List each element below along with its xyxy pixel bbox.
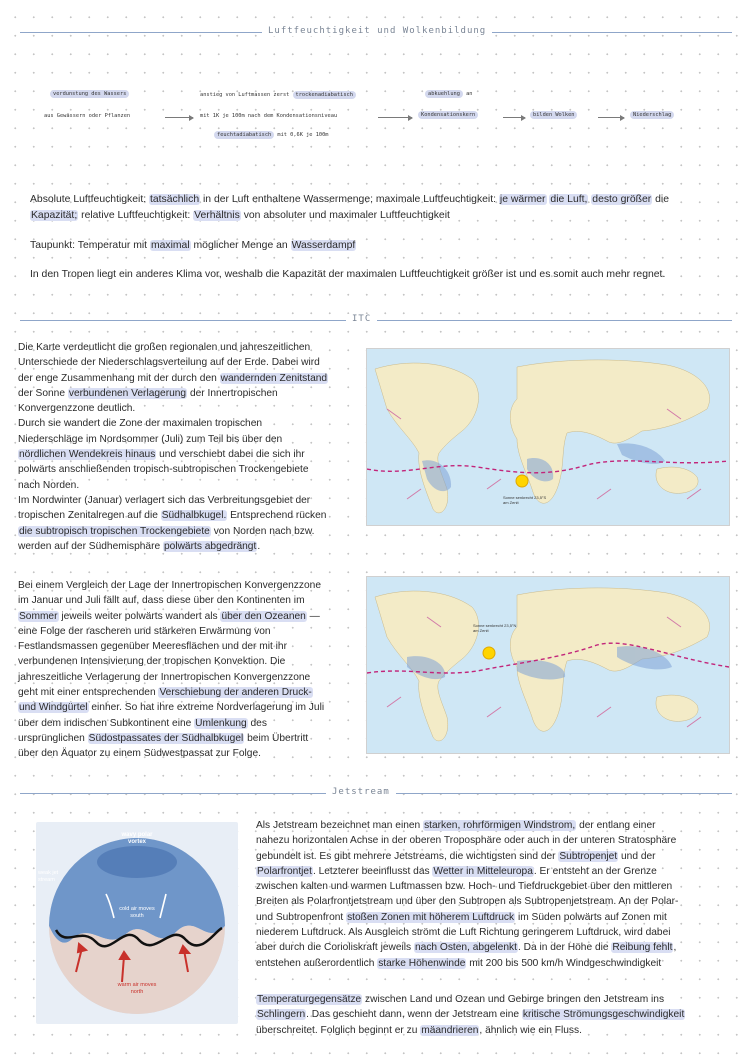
text-line	[18, 539, 358, 554]
text-line	[256, 879, 734, 894]
itc-paragraph-1	[18, 340, 358, 554]
text-line	[18, 416, 358, 431]
text-line	[256, 849, 734, 864]
text-line	[18, 340, 358, 355]
highlighted-text: Verschiebung der anderen Druck-	[159, 687, 312, 699]
highlighted-text: die subtropisch tropischen Trockengebiete	[19, 525, 210, 537]
text-span: und Subtropenfront	[256, 911, 347, 923]
highlighted-text: Subtropenjet	[559, 850, 618, 862]
text-line	[256, 894, 734, 909]
highlighted-text: kritische Strömungsgeschwindigkeit	[522, 1009, 685, 1021]
text-line	[18, 593, 358, 608]
text-span: von Norden nach bzw.	[210, 525, 315, 537]
map2-sun-label: Sonne senkrecht 23,5°N am Zenit	[473, 623, 517, 633]
text-span: Bei einem Vergleich der Lage der Innertropischen Konvergenzzone	[18, 580, 321, 591]
text-line	[18, 746, 358, 761]
highlighted-text: Schlingern	[257, 1009, 306, 1021]
text-span: des	[247, 717, 267, 729]
text-span: Als Jetstream bezeichnet man einen	[256, 820, 424, 831]
text-span: .	[257, 540, 261, 552]
highlighted-text: stoßen Zonen mit höherem Luftdruck	[347, 911, 515, 923]
text-line	[256, 833, 734, 848]
text-line	[18, 447, 358, 462]
highlighted-text: starken, rohrförmigen Windstrom,	[424, 820, 576, 831]
map1-sun-label: Sonne senkrecht 23,5°S am Zenit	[503, 495, 547, 505]
precipitation-map-july	[366, 576, 730, 754]
text-span: Die Karte verdeutlicht die großen regionalen und jahreszeitlichen	[18, 342, 311, 353]
text-span: Festlandsmassen gegenüber Meeresflächen und der mit ihr	[18, 641, 287, 653]
text-line	[18, 478, 358, 493]
text-line	[256, 910, 734, 925]
text-span: geht mit einer entsprechenden	[18, 687, 159, 699]
flow-clouds: bilden Wolken	[530, 112, 577, 118]
highlighted-text: Wetter in Mitteleuropa	[433, 865, 533, 877]
flow-nucleus: Kondensationskern	[418, 112, 478, 118]
text-span: mit 200 bis 500 km/h Windgeschwindigkeit	[466, 957, 662, 969]
text-span: einher. So hat ihre extreme Nordverlagerung im Juli	[88, 702, 325, 714]
section-title-humidity: Luftfeuchtigkeit und Wolkenbildung	[262, 26, 492, 36]
text-span: entstehen außerordentlich	[256, 957, 378, 969]
flow-evaporation: verdunstung des Wassers	[50, 91, 129, 97]
flow-ascent: anstieg von Luftmassen zerst trockenadiabatisch	[200, 92, 356, 98]
flow-moist-adiabatic: feuchtadiabatisch mit 0,6K je 100m	[214, 132, 328, 138]
text-span: beim Übertritt	[244, 732, 309, 744]
tropics-note: In den Tropen liegt ein anderes Klima vor, weshalb die Kapazität der maximalen Luftfeuchtigkeit größer ist und es somit auch mehr regnet.	[30, 269, 666, 280]
precipitation-map-january	[366, 348, 730, 526]
text-span: über dem indischen Subkontinent eine	[18, 717, 195, 729]
text-line	[18, 355, 358, 370]
text-span: im Süden polwärts auf Zonen mit	[515, 911, 667, 923]
text-line	[18, 670, 358, 685]
text-span: Konvergenzzone deutlich.	[18, 403, 136, 415]
text-span: werden auf der Südhemisphäre	[18, 540, 163, 552]
text-line	[256, 992, 734, 1007]
flow-cooling: abkuehlung an	[425, 91, 472, 97]
text-line	[18, 401, 358, 416]
definition-dewpoint: Taupunkt: Temperatur mit maximal möglicher Menge an Wasserdampf	[30, 240, 356, 251]
text-span: ,	[673, 942, 677, 954]
label-wavy-polar-vortex: wavy polar vortex	[121, 832, 153, 845]
text-line	[18, 524, 358, 539]
text-span: und verschiebt dabei die sich ihr	[156, 449, 305, 461]
section-title-jetstream: Jetstream	[326, 787, 396, 797]
flow-arrow	[598, 117, 624, 118]
highlighted-text: Südostpassates der Südhalbkugel	[88, 732, 244, 744]
text-line	[256, 864, 734, 879]
text-span: Durch sie wandert die Zone der maximalen tropischen	[18, 418, 263, 430]
text-span: jahreszeitliche Verlagerung der Innertropischen Konvergenzzone	[18, 671, 311, 683]
text-span: über den Äquator zu einem Südwestpassat zur Folge.	[18, 748, 261, 760]
flow-arrow	[378, 117, 412, 118]
text-span: verbundenen Intensivierung der tropischen Konvektion. Die	[18, 656, 286, 668]
text-span: nach Norden.	[18, 479, 80, 491]
text-span: aber durch die Corioliskraft jeweils	[256, 942, 414, 954]
text-line	[18, 716, 358, 731]
text-span: . Er entsteht an der Grenze	[533, 865, 657, 877]
text-line	[18, 371, 358, 386]
text-span: jeweils weiter polwärts wandert als	[58, 610, 221, 622]
itc-paragraph-2	[18, 578, 358, 762]
text-span: polwärts anschließenden tropisch-subtropischen Trockengebiete	[18, 464, 309, 476]
text-span: . Letzterer beeinflusst das	[312, 865, 433, 877]
highlighted-text: und Windgürtel	[19, 702, 88, 714]
text-span: der entlang einer	[576, 820, 656, 831]
text-span: , ähnlich wie ein Fluss.	[479, 1024, 582, 1036]
text-span: zwischen Land und Ozean und Gebirge bringen den Jetstream ins	[362, 994, 665, 1005]
text-line	[256, 956, 734, 971]
text-span: der Innertropischen	[187, 387, 278, 399]
section-title-itc: ITC	[346, 314, 377, 324]
highlighted-text: über den Ozeanen	[221, 610, 306, 622]
text-span: gebundelt ist. Es gibt mehrere Jetstreams, die wichtigsten sind der	[256, 850, 559, 862]
text-span: niederem Luftdruck. Als Ausgleich strömt die Luft Richtung geringerem Luftdruck, wird dabei	[256, 927, 671, 939]
text-span: Entsprechend rücken	[227, 510, 327, 522]
text-line	[256, 940, 734, 955]
text-span: tropischen Zenitalregen auf die	[18, 510, 161, 522]
flow-arrow	[165, 117, 193, 118]
jetstream-paragraph-2	[256, 992, 734, 1038]
highlighted-text: verbundenen Verlagerung	[68, 387, 187, 399]
text-line	[18, 639, 358, 654]
highlighted-text: nördlichen Wendekreis hinaus	[19, 449, 156, 461]
highlighted-text: polwärts abgedrängt	[163, 540, 257, 552]
text-line	[18, 624, 358, 639]
text-span: Breiten als Polarfrontjetstream und über den Subtropen als Subtropenjetstream. An der Polar-	[256, 896, 679, 908]
text-line	[18, 731, 358, 746]
highlighted-text: wandernden Zenitstand	[220, 372, 328, 384]
highlighted-text: Reibung fehlt	[612, 942, 673, 954]
label-warm-air: warm air moves north	[117, 982, 157, 995]
highlighted-text: Sommer	[19, 610, 58, 622]
text-line	[256, 925, 734, 940]
text-span: . Das geschieht dann, wenn der Jetstream eine	[306, 1009, 522, 1021]
text-span: Unterschiede der Niederschlagsverteilung auf der Erde. Dabei wird	[18, 357, 320, 369]
highlighted-text: Südhalbkugel.	[161, 510, 227, 522]
text-span: eine Folge der rascheren und stärkeren Erwärmung von	[18, 625, 271, 637]
text-span: überschreitet. Folglich beginnt er zu	[256, 1024, 421, 1036]
text-line	[256, 1007, 734, 1022]
text-line	[18, 462, 358, 477]
text-line	[18, 685, 358, 700]
jetstream-paragraph-1	[256, 818, 734, 971]
text-span: der Sonne	[18, 387, 68, 399]
highlighted-text: nach Osten, abgelenkt	[414, 942, 517, 954]
text-span: Im Nordwinter (Januar) verlagert sich das Verbreitungsgebiet der	[18, 494, 311, 506]
text-line	[18, 578, 358, 593]
text-line	[18, 700, 358, 715]
flow-arrow	[503, 117, 525, 118]
text-span: ursprünglichen	[18, 732, 88, 744]
definition-humidity: Absolute Luftfeuchtigkeit: tatsächlich in der Luft enthaltene Wassermenge; maximale Luftfeuchtigkeit: je wärmer die Luft, desto größer die Kapazität; relative Luftfeuchtigkeit: Verhältnis von absoluter und maximaler Luftfeuchtigkeit	[30, 194, 669, 221]
highlighted-text: Temperaturgegensätze	[257, 994, 362, 1005]
text-line	[18, 508, 358, 523]
text-span: und der	[618, 850, 656, 862]
highlighted-text: mäandrieren	[421, 1024, 479, 1036]
highlighted-text: Umlenkung	[195, 717, 247, 729]
jetstream-illustration	[36, 822, 238, 1024]
text-span: nahezu horizontalen Achse in der oberen Troposphäre oder auch in der unteren Stratosphäre	[256, 835, 677, 847]
text-span: . Da in der Höhe die	[517, 942, 612, 954]
text-span: zwischen kalten und warmen Luftmassen bzw. Hoch- und Tiefdruckgebiet über den mittleren	[256, 881, 673, 893]
text-line	[18, 493, 358, 508]
text-line	[18, 386, 358, 401]
text-line	[256, 1023, 734, 1038]
text-span: im Januar und Juli fällt auf, dass diese über den Kontinenten im	[18, 595, 305, 607]
label-cold-air: cold air moves south	[119, 906, 155, 919]
text-span: Niederschläge im Nordsommer (Juli) zum Teil bis über den	[18, 433, 283, 445]
text-line	[18, 654, 358, 669]
text-span: —	[306, 610, 320, 622]
text-line	[18, 609, 358, 624]
text-line	[256, 818, 734, 833]
highlighted-text: starke Höhenwinde	[378, 957, 466, 969]
highlighted-text: Polarfrontjet	[257, 865, 312, 877]
label-weak-jet-stream: weak jet stream	[38, 870, 59, 883]
text-line	[18, 432, 358, 447]
flow-rate-dry: mit 1K je 100m nach dem Kondensationsniveau	[200, 113, 338, 119]
flow-precipitation: Niederschlag	[630, 112, 674, 118]
text-span: der enge Zusammenhang mit der durch den	[18, 372, 220, 384]
flow-source: aus Gewässern oder Pflanzen	[44, 113, 131, 119]
